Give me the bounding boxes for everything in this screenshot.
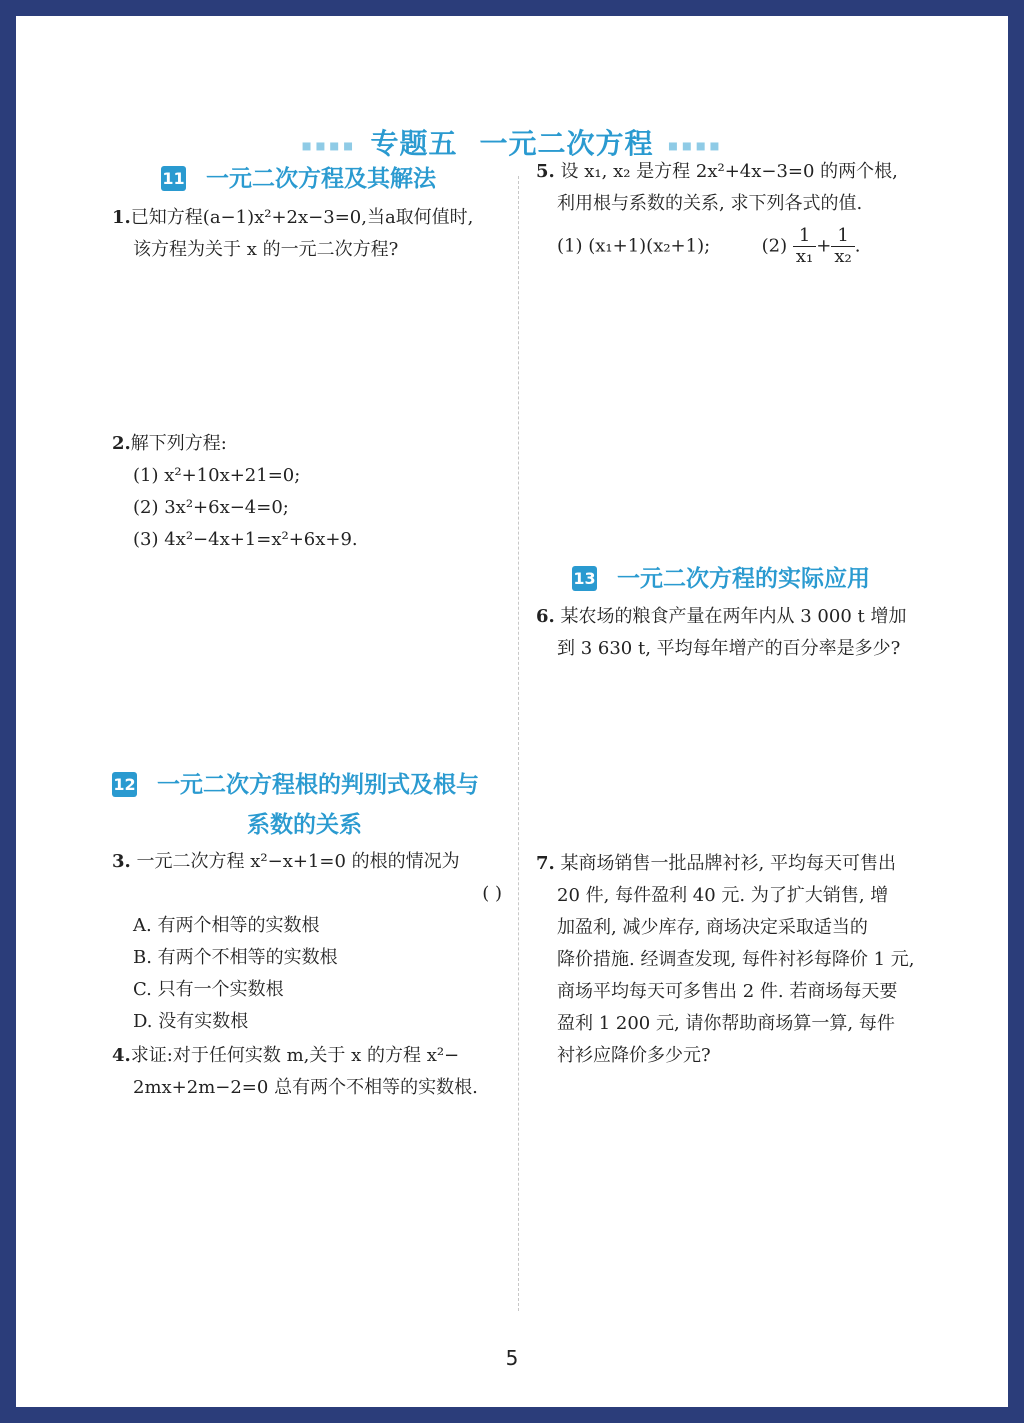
question-text: 加盈利, 减少库存, 商场决定采取适当的 [557,917,868,938]
question-4 [112,1040,478,1104]
answer-blank: ( ) [482,883,502,904]
section-11-heading [161,160,436,193]
question-text: 利用根与系数的关系, 求下列各式的值. [557,193,863,214]
equation-item: (2) 3x²+6x−4=0; [133,497,289,518]
section-13-heading [572,560,870,593]
question-text: 该方程为关于 x 的一元二次方程? [133,239,399,260]
equation-item: (3) 4x²−4x+1=x²+6x+9. [133,529,358,550]
question-number: 7. [536,853,555,874]
question-text: 已知方程(a−1)x²+2x−3=0,当a取何值时, [130,207,474,228]
question-text: 解下列方程: [130,433,227,454]
question-text: 到 3 630 t, 平均每年增产的百分率是多少? [557,638,901,659]
question-text: 衬衫应降价多少元? [557,1045,711,1066]
section-label: 一元二次方程的实际应用 [617,566,870,592]
question-number: 1. [112,207,131,228]
section-number-badge: 11 [161,166,186,191]
question-text: 盈利 1 200 元, 请你帮助商场算一算, 每件 [557,1013,895,1034]
title-dots-right: ▪▪▪▪ [667,135,723,155]
page-number: 5 [505,1346,519,1370]
worksheet-page [16,16,1008,1407]
question-number: 5. [536,161,555,182]
question-text: 20 件, 每件盈利 40 元. 为了扩大销售, 增 [557,885,889,906]
fraction-1-over-x1: $\frac{1}{\text{x₁}}$ [793,226,816,267]
section-label: 一元二次方程根的判别式及根与 [157,772,479,798]
question-text: 一元二次方程 x²−x+1=0 的根的情况为 [136,851,460,872]
question-text: 某农场的粮食产量在两年内从 3 000 t 增加 [560,606,907,627]
section-12-heading [112,766,479,799]
question-number: 4. [112,1045,131,1066]
question-5: 5. 设 x₁, x₂ 是方程 2x²+4x−3=0 的两个根, 利用根与系数的关系, 求下列各式的值. (1) (x₁+1)(x₂+1); (2) $\frac{1}{\text{x₁}}$ + $\frac{1}{\text{x₂}}$ . [536,161,898,267]
question-text: 2mx+2m−2=0 总有两个不相等的实数根. [133,1077,478,1098]
question-6 [536,601,906,665]
section-number-badge: 13 [572,566,597,591]
title-topic: 专题五 [370,127,458,160]
question-text: 求证:对于任何实数 m,关于 x 的方程 x²− [130,1045,460,1066]
option-c: C. 只有一个实数根 [133,979,284,1000]
question-number: 6. [536,606,555,627]
sub-question-1: (1) (x₁+1)(x₂+1); [557,235,711,257]
section-label: 一元二次方程及其解法 [206,166,436,192]
question-7 [536,848,915,1072]
option-a: A. 有两个相等的实数根 [133,915,320,936]
question-number: 3. [112,851,131,872]
question-number: 2. [112,433,131,454]
question-1 [112,202,473,266]
question-text: 商场平均每天可多售出 2 件. 若商场每天要 [557,981,898,1002]
sub-question-2-label: (2) [761,235,788,257]
title-dots-left: ▪▪▪▪ [301,135,357,155]
section-12-heading-line2: 系数的关系 [247,812,362,838]
option-d: D. 没有实数根 [133,1011,249,1032]
question-text: 设 x₁, x₂ 是方程 2x²+4x−3=0 的两个根, [560,161,898,182]
question-text: 某商场销售一批品牌衬衫, 平均每天可售出 [560,853,896,874]
section-number-badge: 12 [112,772,137,797]
question-2 [112,428,358,556]
title-subject: 一元二次方程 [479,127,654,160]
equation-item: (1) x²+10x+21=0; [133,465,301,486]
fraction-1-over-x2: $\frac{1}{\text{x₂}}$ [831,226,854,267]
question-3 [112,846,502,1038]
option-b: B. 有两个不相等的实数根 [133,947,338,968]
question-text: 降价措施. 经调查发现, 每件衬衫每降价 1 元, [557,949,915,970]
column-divider [518,176,519,1311]
plus-sign: + [816,235,832,257]
